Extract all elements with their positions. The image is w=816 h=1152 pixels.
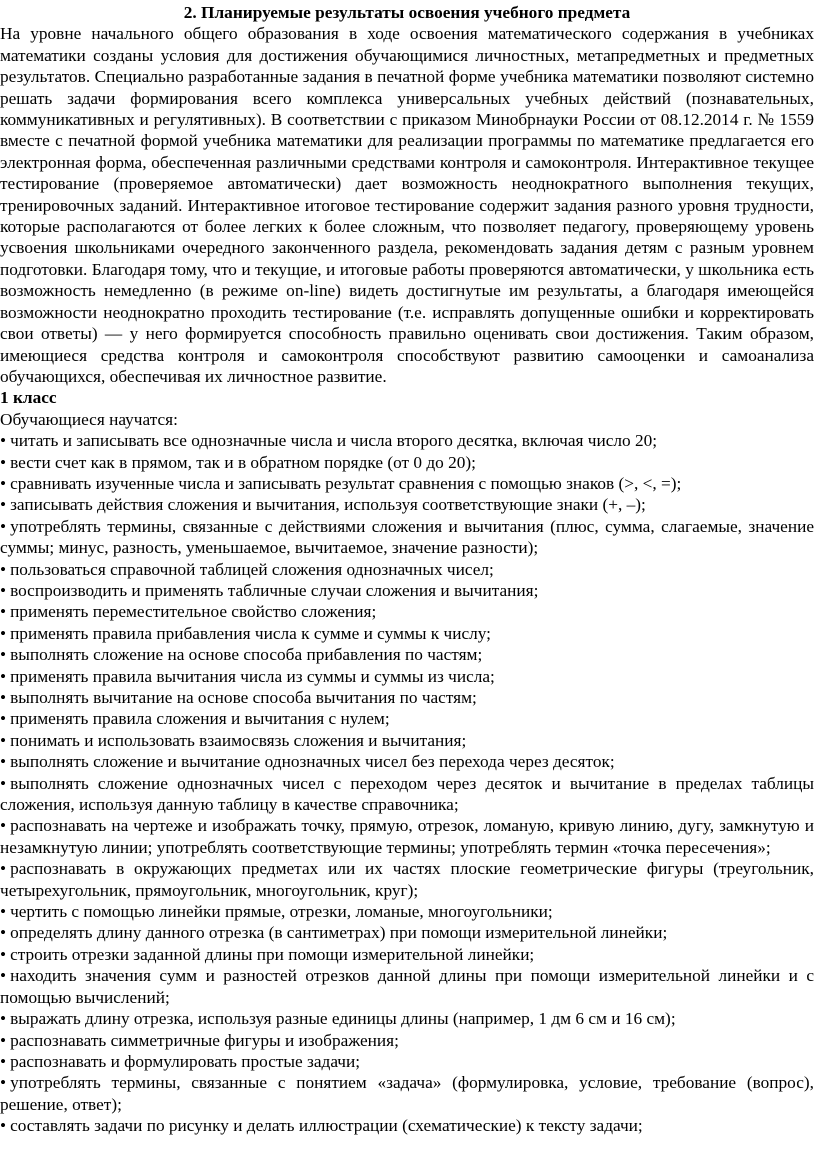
bullet-icon: • xyxy=(0,816,7,836)
bullet-icon: • xyxy=(0,730,7,750)
bullet-icon: • xyxy=(0,516,7,536)
list-item-text: записывать действия сложения и вычитания, используя соответствующие знаки (+, –); xyxy=(10,495,646,515)
bullet-icon: • xyxy=(0,709,7,729)
list-item-text: определять длину данного отрезка (в сантиметрах) при помощи измерительной линейки; xyxy=(10,923,668,943)
list-item-text: выполнять сложение и вычитание однозначных чисел без перехода через десяток; xyxy=(10,752,615,772)
list-item-text: применять правила вычитания числа из суммы и суммы из числа; xyxy=(10,666,495,686)
list-item-text: употреблять термины, связанные с действиями сложения и вычитания (плюс, сумма, слагаемые, значение суммы; минус, разность, уменьшаемое, вычитаемое, значение разности); xyxy=(0,516,814,558)
list-item-text: применять переместительное свойство сложения; xyxy=(10,602,377,622)
list-item-text: вести счет как в прямом, так и в обратном порядке (от 0 до 20); xyxy=(10,452,476,472)
list-item xyxy=(0,666,814,687)
list-item-text: употреблять термины, связанные с понятием «задача» (формулировка, условие, требование (вопрос), решение, ответ); xyxy=(0,1073,814,1114)
bullet-icon: • xyxy=(0,1116,7,1136)
list-item xyxy=(0,708,814,729)
list-item xyxy=(0,452,814,473)
list-item xyxy=(0,1030,814,1051)
list-item xyxy=(0,494,814,515)
list-item xyxy=(0,601,814,622)
list-item-text: читать и записывать все однозначные числа и числа второго десятка, включая число 20; xyxy=(10,431,658,451)
list-item xyxy=(0,858,814,901)
list-item-text: распознавать и формулировать простые задачи; xyxy=(10,1051,361,1071)
list-item xyxy=(0,1072,814,1115)
list-item xyxy=(0,516,814,559)
list-item-text: выражать длину отрезка, используя разные единицы длины (например, 1 дм 6 см и 16 см); xyxy=(10,1009,676,1029)
bullet-icon: • xyxy=(0,666,7,686)
learners-lead: Обучающиеся научатся: xyxy=(0,409,178,429)
bullet-icon: • xyxy=(0,452,7,472)
list-item xyxy=(0,1051,814,1072)
list-item-text: выполнять сложение однозначных чисел с переходом через десяток и вычитание в пределах таблицы сложения, используя данную таблицу в качестве справочника; xyxy=(0,773,814,815)
bullet-icon: • xyxy=(0,559,7,579)
list-item xyxy=(0,773,814,816)
intro-paragraph: На уровне начального общего образования в ходе освоения математического содержания в учебниках математики созданы условия для достижения обучающимися личностных, метапредметных и предметных результатов. Специально разработанные задания в печатной форме учебника математики позволяют системно решать задачи формирования всего комплекса универсальных учебных действий (познавательных, коммуникативных и регулятивных). В соответствии с приказом Минобрнауки России от 08.12.2014 г. № 1559 вместе с печатной формой учебника математики для реализации программы по математике предлагается его электронная форма, обеспеченная различными средствами контроля и самоконтроля. Интерактивное текущее тестирование (проверяемое автоматически) дает возможность неоднократного выполнения текущих, тренировочных заданий. Интерактивное итоговое тестирование содержит задания разного уровня трудности, которые располагаются от более легких к более сложным, что позволяет педагогу, проверяющему уровень усвоения школьниками очередного законченного раздела, рекомендовать задания детям с разным уровнем подготовки. Благодаря тому, что и текущие, и итоговые работы проверяются автоматически, у школьника есть возможность немедленно (в режиме on-line) видеть достигнутые им результаты, а благодаря имеющейся возможности неоднократно проходить тестирование (т.е. исправлять допущенные ошибки и корректировать свои ответы) — у него формируется способность правильно оценивать свои достижения. Таким образом, имеющиеся средства контроля и самоконтроля способствуют развитию самооценки и самоанализа обучающихся, обеспечивая их личностное развитие. xyxy=(0,24,814,386)
list-item-text: распознавать на чертеже и изображать точку, прямую, отрезок, ломаную, кривую линию, дугу, замкнутую и незамкнутую линии; употреблять соответствующие термины; употреблять термин «точка пересечения»; xyxy=(0,816,814,857)
list-item xyxy=(0,1008,814,1029)
list-item xyxy=(0,944,814,965)
list-item-text: распознавать симметричные фигуры и изображения; xyxy=(10,1030,399,1050)
bullet-icon: • xyxy=(0,473,7,493)
list-item-text: выполнять сложение на основе способа прибавления по частям; xyxy=(10,645,483,665)
bullet-icon: • xyxy=(0,1051,7,1071)
bullet-icon: • xyxy=(0,688,7,707)
list-item xyxy=(0,815,814,858)
bullet-icon: • xyxy=(0,1009,7,1029)
bullet-icon: • xyxy=(0,902,7,922)
list-item-text: распознавать в окружающих предметах или их частях плоские геометрические фигуры (треугольник, четырехугольник, прямоугольник, многоугольник, круг); xyxy=(0,859,814,900)
bullet-icon: • xyxy=(0,859,7,879)
bullet-icon: • xyxy=(0,602,7,622)
bullet-icon: • xyxy=(0,1030,7,1050)
list-item xyxy=(0,473,814,494)
list-item-text: применять правила сложения и вычитания с нулем; xyxy=(10,709,390,729)
bullet-icon: • xyxy=(0,645,7,665)
list-item xyxy=(0,1115,814,1136)
section-title: 2. Планируемые результаты освоения учебного предмета xyxy=(183,3,631,22)
list-item xyxy=(0,687,814,708)
bullet-icon: • xyxy=(0,580,7,600)
list-item xyxy=(0,559,814,580)
list-item xyxy=(0,580,814,601)
outcomes-list xyxy=(0,430,814,1136)
bullet-icon: • xyxy=(0,966,7,986)
list-item xyxy=(0,623,814,644)
list-item-text: строить отрезки заданной длины при помощи измерительной линейки; xyxy=(10,944,535,964)
list-item-text: понимать и использовать взаимосвязь сложения и вычитания; xyxy=(10,730,467,750)
list-item xyxy=(0,901,814,922)
list-item-text: выполнять вычитание на основе способа вычитания по частям; xyxy=(10,688,477,707)
list-item-text: находить значения сумм и разностей отрезков данной длины при помощи измерительной линейки и с помощью вычислений; xyxy=(0,966,814,1007)
list-item xyxy=(0,644,814,665)
list-item-text: чертить с помощью линейки прямые, отрезки, ломаные, многоугольники; xyxy=(10,902,553,922)
bullet-icon: • xyxy=(0,495,7,515)
list-item-text: сравнивать изученные числа и записывать результат сравнения с помощью знаков (>, <, =); xyxy=(10,473,682,493)
list-item-text: воспроизводить и применять табличные случаи сложения и вычитания; xyxy=(10,580,539,600)
list-item-text: составлять задачи по рисунку и делать иллюстрации (схематические) к тексту задачи; xyxy=(10,1116,643,1136)
bullet-icon: • xyxy=(0,623,7,643)
bullet-icon: • xyxy=(0,1073,7,1093)
grade-heading: 1 класс xyxy=(0,388,57,408)
bullet-icon: • xyxy=(0,773,7,793)
list-item xyxy=(0,430,814,451)
bullet-icon: • xyxy=(0,431,7,451)
bullet-icon: • xyxy=(0,923,7,943)
bullet-icon: • xyxy=(0,752,7,772)
list-item xyxy=(0,751,814,772)
bullet-icon: • xyxy=(0,944,7,964)
list-item-text: пользоваться справочной таблицей сложения однозначных чисел; xyxy=(10,559,494,579)
list-item xyxy=(0,730,814,751)
list-item-text: применять правила прибавления числа к сумме и суммы к числу; xyxy=(10,623,491,643)
list-item xyxy=(0,965,814,1008)
list-item xyxy=(0,922,814,943)
